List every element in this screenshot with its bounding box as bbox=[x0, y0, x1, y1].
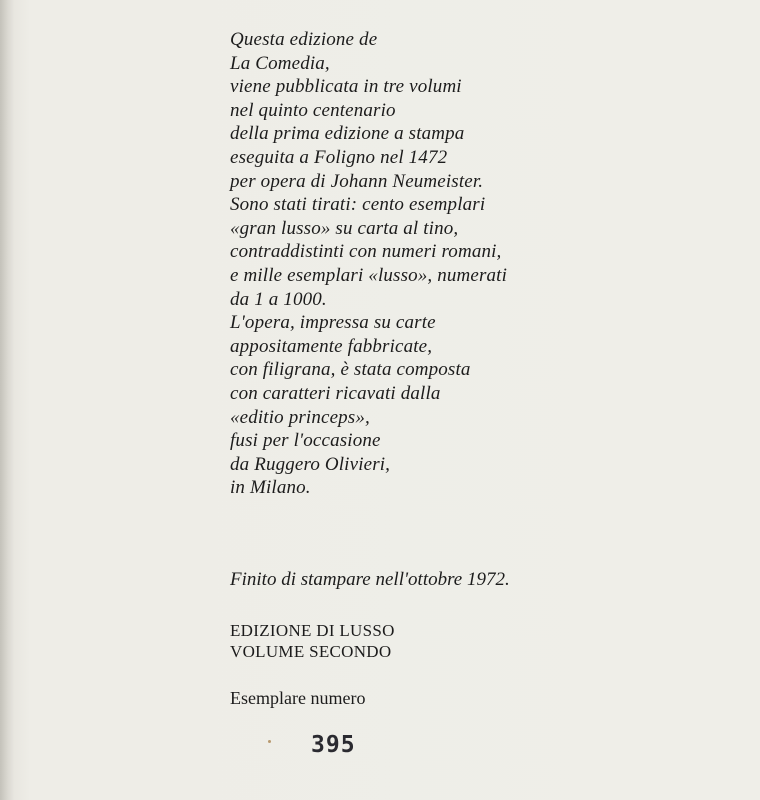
verse-line: «editio princeps», bbox=[230, 406, 370, 428]
verse-line: contraddistinti con numeri romani, bbox=[230, 241, 502, 263]
colophon-verse bbox=[230, 28, 650, 500]
verse-line: e mille esemplari «lusso», numerati bbox=[230, 264, 508, 286]
verse-line: con caratteri ricavati dalla bbox=[230, 382, 441, 404]
page-gutter-shadow bbox=[0, 0, 14, 800]
verse-line: L'opera, impressa su carte bbox=[230, 312, 436, 334]
verse-line: per opera di Johann Neumeister. bbox=[230, 170, 484, 192]
printing-date-line: Finito di stampare nell'ottobre 1972. bbox=[230, 569, 510, 590]
volume-label: VOLUME SECONDO bbox=[230, 642, 392, 661]
verse-line: «gran lusso» su carta al tino, bbox=[230, 217, 459, 239]
verse-line: nel quinto centenario bbox=[230, 99, 396, 121]
stamped-copy-number: 395 bbox=[311, 732, 356, 758]
verse-line: da Ruggero Olivieri, bbox=[230, 453, 391, 475]
verse-line: da 1 a 1000. bbox=[230, 288, 327, 310]
edition-type: EDIZIONE DI LUSSO bbox=[230, 621, 395, 640]
verse-line: appositamente fabbricate, bbox=[230, 335, 433, 357]
verse-line: Questa edizione de bbox=[230, 29, 378, 50]
verse-line: fusi per l'occasione bbox=[230, 430, 381, 452]
edition-block bbox=[230, 620, 395, 662]
verse-line: della prima edizione a stampa bbox=[230, 123, 465, 145]
verse-line: eseguita a Foligno nel 1472 bbox=[230, 146, 448, 168]
verse-line: viene pubblicata in tre volumi bbox=[230, 76, 462, 98]
verse-line: con filigrana, è stata composta bbox=[230, 359, 471, 381]
verse-line: Sono stati tirati: cento esemplari bbox=[230, 194, 486, 216]
copy-number-label: Esemplare numero bbox=[230, 688, 366, 708]
paper-speck bbox=[268, 740, 271, 743]
verse-line: La Comedia, bbox=[230, 52, 330, 74]
verse-line: in Milano. bbox=[230, 477, 311, 499]
